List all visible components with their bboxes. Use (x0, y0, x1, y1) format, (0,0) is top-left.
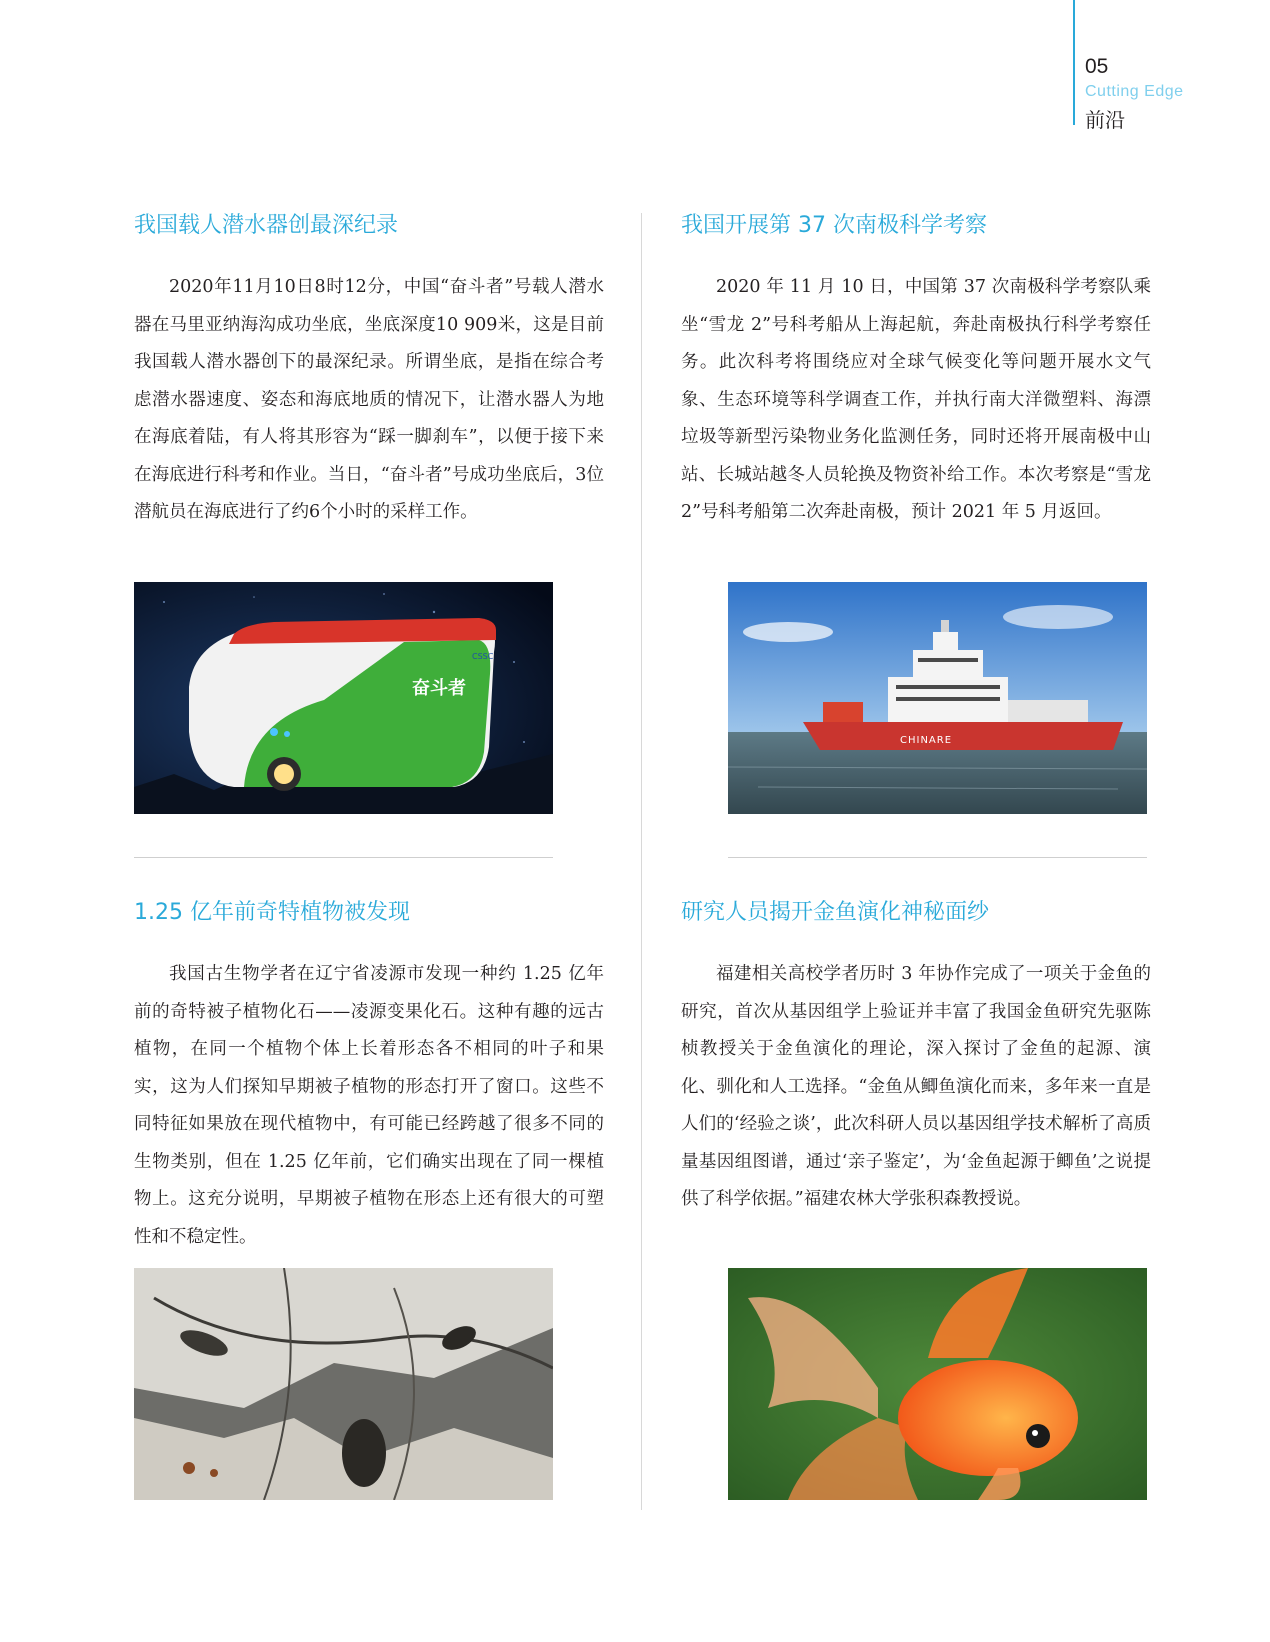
article-body: 我国古生物学者在辽宁省凌源市发现一种约 1.25 亿年前的奇特被子植物化石——凌源变果化石。这种有趣的远古植物，在同一个植物个体上长着形态各不相同的叶子和果实，这为人们探知早期被子植物的形态打开了窗口。这些不同特征如果放在现代植物中，有可能已经跨越了很多不同的生物类别，但在 1.25 亿年前，它们确实出现在了同一棵植物上。这充分说明，早期被子植物在形态上还有很大的可塑性和不稳定性。 (134, 964, 604, 1247)
submersible-hull-text (412, 677, 466, 699)
ship-hull-text: CHINARE (900, 735, 953, 746)
header-rule (1073, 0, 1075, 125)
article-title: 我国开展第 37 次南极科学考察 (681, 213, 987, 238)
submersible-photo (134, 582, 553, 814)
article-title: 我国载人潜水器创最深纪录 (134, 213, 399, 238)
article-separator (728, 857, 1147, 858)
section-label-chinese: 前沿 (1085, 108, 1125, 132)
page-number: 05 (1085, 55, 1109, 78)
section-label-english: Cutting Edge (1085, 83, 1184, 100)
article-antarctic (681, 211, 1151, 532)
article-separator (134, 857, 553, 858)
article-body: 2020年11月10日8时12分，中国“奋斗者”号载人潜水器在马里亚纳海沟成功坐底，坐底深度10 909米，这是目前我国载人潜水器创下的最深纪录。所谓坐底，是指在综合考虑潜水器速度、姿态和海底地质的情况下，让潜水器人为地在海底着陆，有人将其形容为“踩一脚刹车”，以便于接下来在海底进行科考和作业。当日，“奋斗者”号成功坐底后，3位潜航员在海底进行了约6个小时的采样工作。 (134, 277, 604, 522)
hull-name-text: 奋斗者 (412, 678, 466, 699)
hull-logo-text: CSSC (472, 652, 494, 661)
article-body: 福建相关高校学者历时 3 年协作完成了一项关于金鱼的研究，首次从基因组学上验证并丰富了我国金鱼研究先驱陈桢教授关于金鱼演化的理论，深入探讨了金鱼的起源、演化、驯化和人工选择。“金鱼从鲫鱼演化而来，多年来一直是人们的‘经验之谈’，此次科研人员以基因组学技术解析了高质量基因组图谱，通过‘亲子鉴定’，为‘金鱼起源于鲫鱼’之说提供了科学依据。”福建农林大学张积森教授说。 (681, 964, 1151, 1209)
research-ship-photo (728, 582, 1147, 814)
article-submersible (134, 211, 604, 532)
plant-fossil-photo (134, 1268, 553, 1500)
article-goldfish (681, 898, 1151, 1219)
article-plant-fossil (134, 898, 604, 1256)
goldfish-photo (728, 1268, 1147, 1500)
column-divider (641, 213, 642, 1510)
article-body: 2020 年 11 月 10 日，中国第 37 次南极科学考察队乘坐“雪龙 2”号科考船从上海起航，奔赴南极执行科学考察任务。此次科考将围绕应对全球气候变化等问题开展水文气象、生态环境等科学调查工作，并执行南大洋微塑料、海漂垃圾等新型污染物业务化监测任务，同时还将开展南极中山站、长城站越冬人员轮换及物资补给工作。本次考察是“雪龙 2”号科考船第二次奔赴南极，预计 2021 年 5 月返回。 (681, 277, 1151, 522)
article-title: 研究人员揭开金鱼演化神秘面纱 (681, 900, 990, 925)
article-title: 1.25 亿年前奇特植物被发现 (134, 900, 410, 925)
